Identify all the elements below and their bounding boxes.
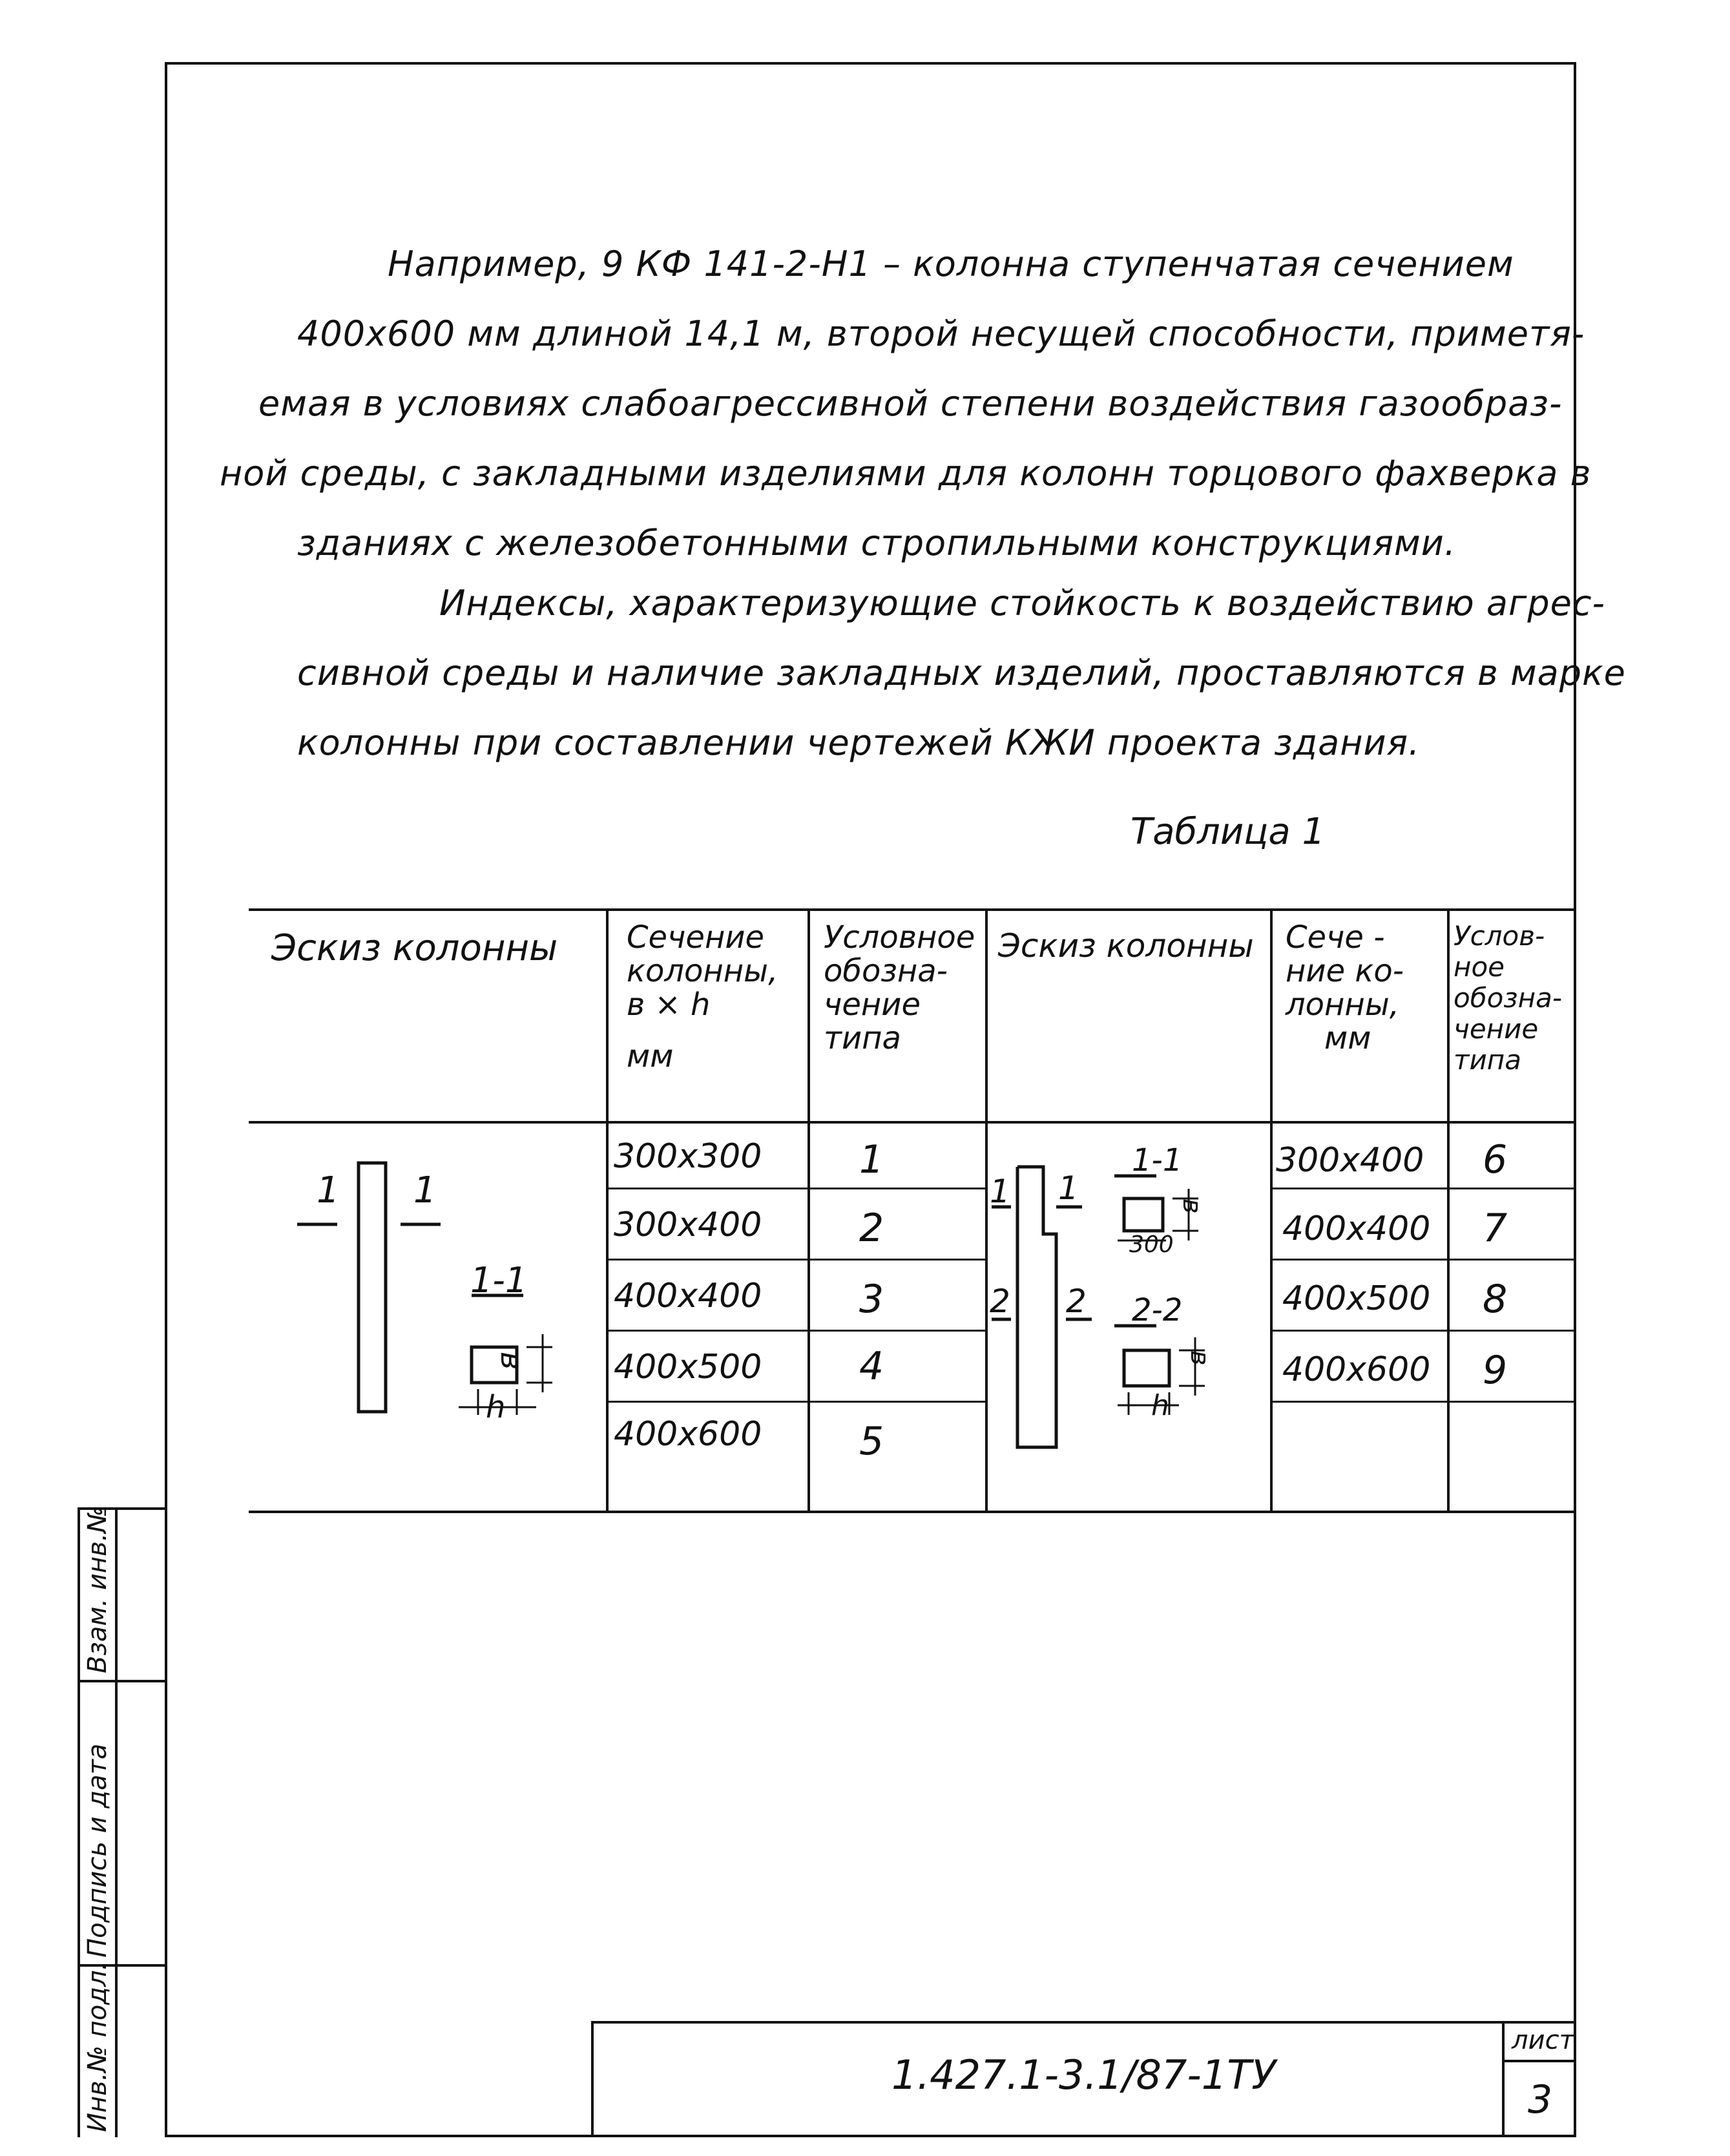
title-block-left <box>591 2021 594 2137</box>
left-row-3-type: 3 <box>859 1277 884 1322</box>
right-cut-label-2a: 2 <box>990 1282 1010 1320</box>
side-stamp-inventory: Инв.№ подл. <box>83 1962 112 2132</box>
left-row-4-type: 4 <box>859 1344 884 1389</box>
header-type-right-line-2: ное <box>1454 951 1505 983</box>
title-block-sheet-divider <box>1502 2021 1505 2137</box>
header-type-left-line-4: типа <box>824 1020 901 1056</box>
paragraph-1 <box>220 229 1592 578</box>
right-row-line-3 <box>1270 1330 1576 1332</box>
right-row-1-type: 6 <box>1483 1137 1508 1182</box>
header-type-right-line-1: Услов- <box>1454 920 1545 952</box>
header-sketch-right: Эскиз колонны <box>998 927 1254 965</box>
left-cut-label-b: 1 <box>413 1169 437 1211</box>
header-section-right <box>1286 921 1404 1055</box>
sheet-label: лист <box>1512 2025 1574 2055</box>
paragraph-1-line-5: зданиях с железобетонными стропильными конструкциями. <box>297 523 1457 563</box>
header-section-left-line-1: Сечение <box>627 919 765 956</box>
table-col-line-1 <box>606 908 609 1512</box>
header-type-left-line-3: чение <box>824 987 921 1023</box>
paragraph-1-line-3: емая в условиях слабоагрессивной степени воздействия газообраз- <box>258 383 1563 424</box>
header-type-left <box>824 921 975 1055</box>
right-row-line-1 <box>1270 1188 1576 1189</box>
section-1-rect <box>1124 1198 1163 1231</box>
right-cut-label-1a: 1 <box>990 1173 1010 1210</box>
left-row-5-type: 5 <box>859 1419 884 1464</box>
left-row-4-section: 400х500 <box>614 1348 762 1387</box>
left-cut-label-a: 1 <box>317 1169 340 1211</box>
header-sketch-left: Эскиз колонны <box>271 927 558 969</box>
column-elevation-left <box>359 1163 386 1412</box>
frame-top <box>165 62 1576 65</box>
right-row-3-type: 8 <box>1483 1277 1508 1322</box>
right-dim-b2: в <box>1185 1350 1214 1366</box>
left-row-line-3 <box>606 1330 986 1332</box>
left-row-1-section: 300х300 <box>614 1137 762 1176</box>
header-section-right-line-4: мм <box>1324 1020 1371 1056</box>
side-stamp-replacement: Взам. инв.№ <box>83 1506 112 1673</box>
paragraph-2-line-1: Индексы, характеризующие стойкость к воздействию агрес- <box>439 583 1605 623</box>
header-section-right-line-1: Сече - <box>1286 919 1385 956</box>
header-section-left-line-3: в × h <box>627 987 711 1023</box>
table-bottom-line <box>249 1511 1576 1513</box>
right-dim-b1: в <box>1177 1198 1207 1214</box>
right-column-sketch <box>985 1137 1269 1460</box>
right-row-2-section: 400х400 <box>1282 1209 1431 1248</box>
left-row-1-type: 1 <box>859 1137 884 1182</box>
paragraph-1-line-2: 400х600 мм длиной 14,1 м, второй несущей способности, приметя- <box>297 313 1585 354</box>
paragraph-1-line-4: ной среды, с закладными изделиями для колонн торцового фахверка в <box>220 453 1592 494</box>
table-top-line <box>249 908 1576 911</box>
right-row-line-4 <box>1270 1401 1576 1403</box>
header-type-right-line-3: обозна- <box>1454 982 1562 1014</box>
left-row-2-type: 2 <box>859 1206 884 1251</box>
header-type-right-line-5: типа <box>1454 1044 1521 1076</box>
right-row-1-section: 300х400 <box>1276 1141 1424 1180</box>
left-row-3-section: 400х400 <box>614 1277 762 1315</box>
right-cut-label-2b: 2 <box>1066 1282 1087 1320</box>
table-col-line-2 <box>808 908 810 1512</box>
left-row-2-section: 300х400 <box>614 1206 762 1244</box>
side-stamp-divider <box>115 1507 118 2137</box>
right-row-2-type: 7 <box>1483 1206 1508 1251</box>
header-section-left-line-2: колонны, <box>627 953 778 989</box>
side-stamp-signature: Подпись и дата <box>83 1743 112 1958</box>
right-dim-h: h <box>1151 1389 1169 1422</box>
table-col-line-5 <box>1447 908 1450 1512</box>
right-row-4-type: 9 <box>1483 1348 1508 1393</box>
header-section-left-line-4: мм <box>627 1038 674 1074</box>
header-section-left <box>627 921 778 1073</box>
header-type-right <box>1454 921 1562 1076</box>
frame-left <box>165 62 167 2137</box>
right-section-1-mark: 1-1 <box>1132 1142 1183 1178</box>
left-section-mark: 1-1 <box>470 1260 528 1301</box>
left-row-5-section: 400х600 <box>614 1415 762 1454</box>
side-stamp-sep-1 <box>78 1680 167 1682</box>
frame-bottom <box>165 2135 1576 2137</box>
paragraph-2-line-3: колонны при составлении чертежей КЖИ проекта здания. <box>297 722 1421 763</box>
header-section-right-line-2: ние ко- <box>1286 953 1404 989</box>
left-row-line-1 <box>606 1188 986 1189</box>
table-col-line-4 <box>1270 908 1273 1512</box>
document-code: 1.427.1-3.1/87-1ТУ <box>891 2051 1276 2098</box>
paragraph-1-line-1: Например, 9 КФ 141-2-Н1 – колонна ступенчатая сечением <box>388 244 1514 284</box>
paragraph-2-line-2: сивной среды и наличие закладных изделий, проставляются в марке <box>297 653 1626 693</box>
right-row-3-section: 400х500 <box>1282 1279 1431 1318</box>
header-type-left-line-2: обозна- <box>824 953 948 989</box>
right-row-line-2 <box>1270 1259 1576 1261</box>
left-dim-b: в <box>494 1352 530 1370</box>
right-cut-label-1b: 1 <box>1058 1169 1079 1207</box>
section-2-rect <box>1124 1350 1169 1386</box>
table-header-line <box>249 1121 1576 1124</box>
title-block-top <box>591 2021 1576 2024</box>
header-type-left-line-1: Условное <box>824 919 975 956</box>
header-section-right-line-3: лонны, <box>1286 987 1399 1023</box>
right-row-4-section: 400х600 <box>1282 1350 1431 1389</box>
sheet-number: 3 <box>1528 2077 1553 2122</box>
left-row-line-2 <box>606 1259 986 1261</box>
column-elevation-right <box>1017 1167 1056 1447</box>
left-dim-h: h <box>486 1389 506 1425</box>
title-block-sheet-sep <box>1502 2060 1576 2062</box>
left-row-line-4 <box>606 1401 986 1403</box>
side-stamp-left <box>78 1507 80 2137</box>
table-title: Таблица 1 <box>1131 811 1326 853</box>
right-section-2-mark: 2-2 <box>1132 1292 1183 1328</box>
header-type-right-line-4: чение <box>1454 1013 1539 1045</box>
right-dim-300: 300 <box>1129 1231 1174 1258</box>
paragraph-2 <box>220 569 1626 778</box>
